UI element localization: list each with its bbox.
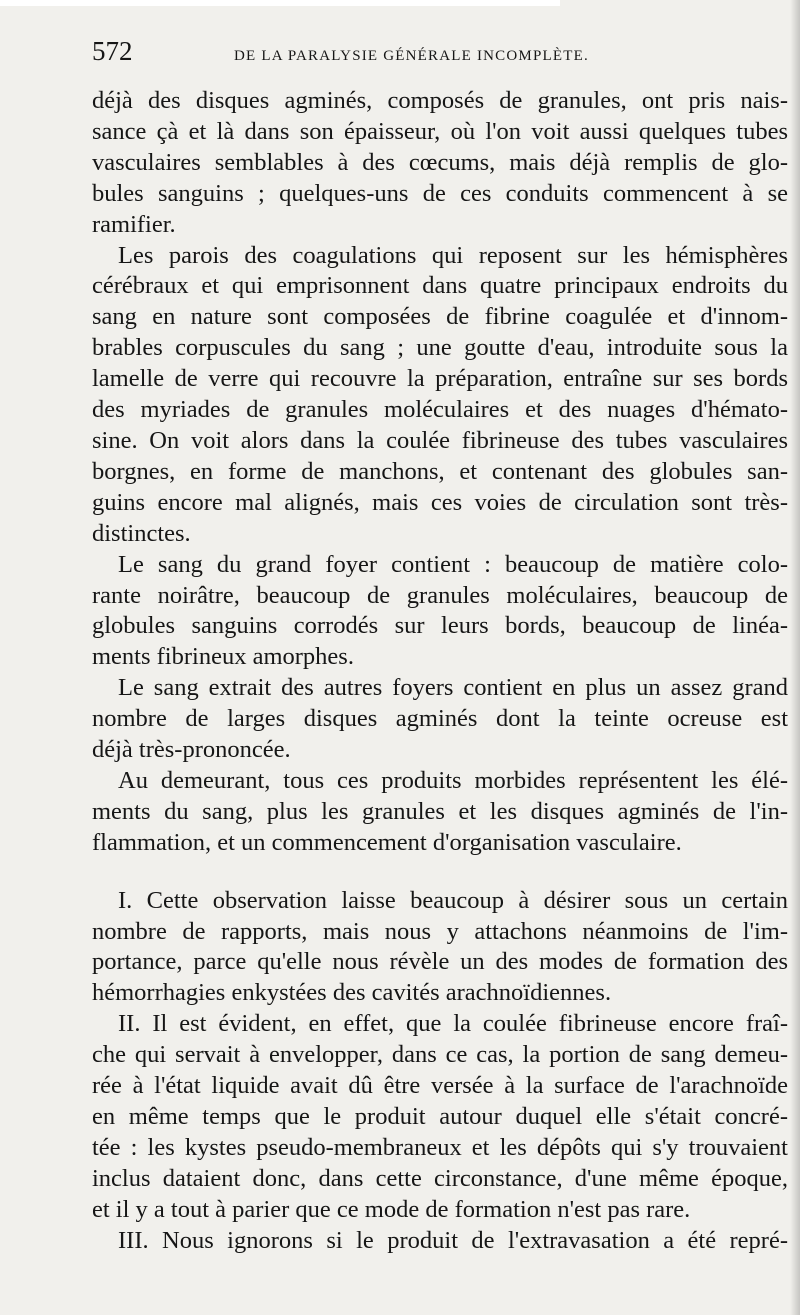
text-line: I. Cette observation laisse beaucoup à désirer sous un certain — [118, 886, 788, 914]
text-line: che qui servait à envelopper, dans ce cas, la portion de sang demeu- — [92, 1041, 788, 1069]
text-line: sance çà et là dans son épaisseur, où l'on voit aussi quelques tubes — [92, 117, 788, 145]
text-line: portance, parce qu'elle nous révèle un des modes de formation des — [92, 948, 788, 976]
text-line: guins encore mal alignés, mais ces voies de circulation sont très- — [92, 488, 788, 516]
text-line: distinctes. — [92, 519, 191, 547]
text-line: sine. On voit alors dans la coulée fibrineuse des tubes vasculaires — [92, 426, 788, 454]
paragraph — [92, 1226, 788, 1257]
text-line: rée à l'état liquide avait dû être versée à la surface de l'arachnoïde — [92, 1072, 788, 1100]
text-line: Au demeurant, tous ces produits morbides représentent les élé- — [118, 766, 788, 794]
text-line: flammation, et un commencement d'organisation vasculaire. — [92, 828, 682, 856]
text-line: Le sang du grand foyer contient : beaucoup de matière colo- — [118, 550, 788, 578]
text-line: cérébraux et qui emprisonnent dans quatre principaux endroits du — [92, 272, 788, 300]
page-binding-shadow — [790, 0, 800, 1315]
text-line: des myriades de granules moléculaires et des nuages d'hémato- — [92, 396, 788, 424]
text-line: tée : les kystes pseudo-membraneux et les dépôts qui s'y trouvaient — [92, 1133, 788, 1161]
text-line: en même temps que le produit autour duquel elle s'était concré- — [92, 1103, 788, 1130]
text-line: borgnes, en forme de manchons, et contenant des globules san- — [92, 457, 788, 485]
text-line: sang en nature sont composées de fibrine coagulée et d'innom- — [92, 303, 788, 331]
text-line: II. Il est évident, en effet, que la coulée fibrineuse encore fraî- — [118, 1010, 788, 1038]
paragraph — [92, 86, 788, 241]
paragraph — [92, 241, 788, 550]
text-line: III. Nous ignorons si le produit de l'extravasation a été repré- — [118, 1226, 788, 1254]
paragraph — [92, 673, 788, 766]
running-head — [92, 36, 788, 76]
text-line: ramifier. — [92, 210, 176, 238]
text-line: brables corpuscules du sang ; une goutte d'eau, introduite sous la — [92, 334, 788, 362]
text-line: ments fibrineux amorphes. — [92, 643, 354, 671]
text-line: hémorrhagies enkystées des cavités arachnoïdiennes. — [92, 979, 612, 1007]
text-line: vasculaires semblables à des cœcums, mais déjà remplis de glo- — [92, 148, 788, 176]
text-line: inclus dataient donc, dans cette circonstance, d'une même époque, — [92, 1164, 788, 1192]
text-line: déjà des disques agminés, composés de granules, ont pris nais- — [92, 87, 788, 114]
paragraph — [92, 886, 788, 1010]
paragraph — [92, 766, 788, 859]
text-line: bules sanguins ; quelques-uns de ces conduits commencent à se — [92, 179, 788, 207]
text-line: Le sang extrait des autres foyers contient en plus un assez grand — [118, 674, 788, 702]
text-line: déjà très-prononcée. — [92, 736, 291, 764]
paragraph — [92, 1009, 788, 1225]
body-text — [92, 86, 788, 1257]
text-line: lamelle de verre qui recouvre la préparation, entraîne sur ses bords — [92, 365, 788, 393]
paragraph — [92, 550, 788, 674]
text-line: globules sanguins corrodés sur leurs bords, beaucoup de linéa- — [92, 612, 788, 640]
page-number: 572 — [92, 36, 133, 66]
text-line: ments du sang, plus les granules et les disques agminés de l'in- — [92, 797, 788, 825]
text-line: nombre de larges disques agminés dont la teinte ocreuse est — [92, 705, 788, 733]
page-top-edge — [0, 0, 560, 6]
text-line: et il y a tout à parier que ce mode de formation n'est pas rare. — [92, 1195, 691, 1223]
text-line: Les parois des coagulations qui reposent sur les hémisphères — [118, 241, 788, 269]
text-line: nombre de rapports, mais nous y attachons néanmoins de l'im- — [92, 917, 788, 945]
running-title: DE LA PARALYSIE GÉNÉRALE INCOMPLÈTE. — [234, 48, 589, 64]
text-line: rante noirâtre, beaucoup de granules moléculaires, beaucoup de — [92, 581, 788, 609]
